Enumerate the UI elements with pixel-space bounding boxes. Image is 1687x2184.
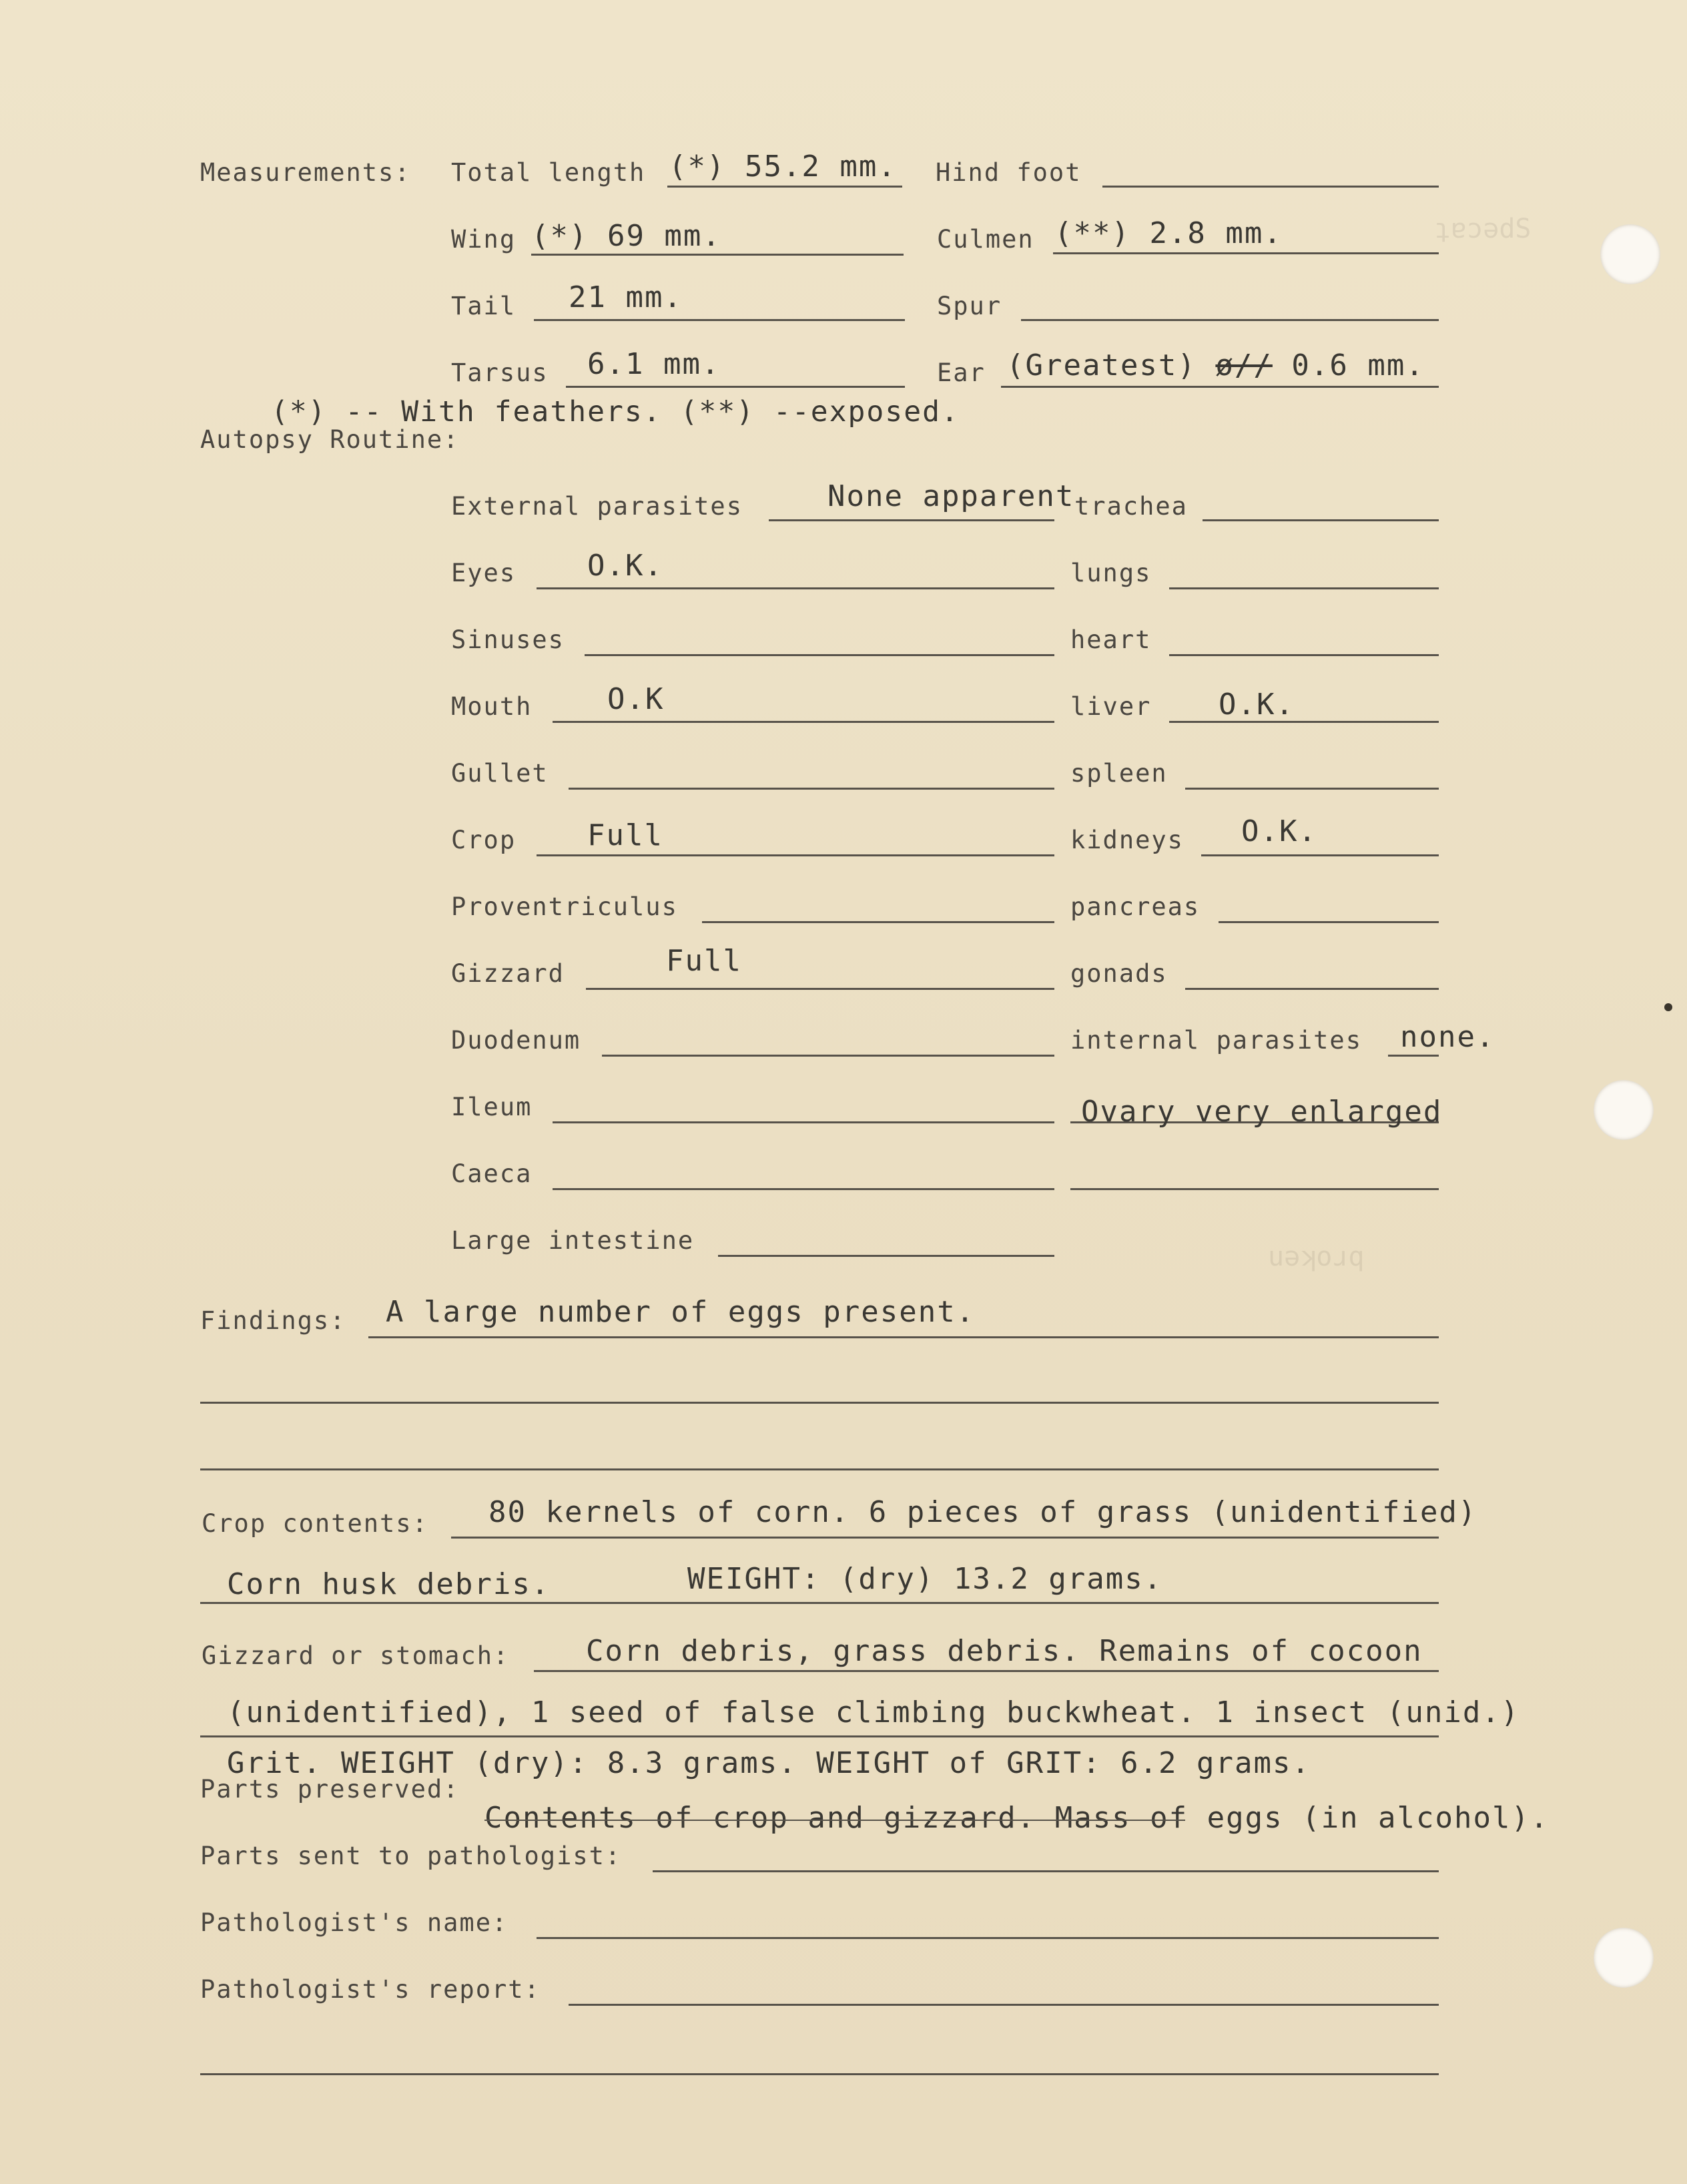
crop-label: Crop — [451, 826, 517, 854]
spleen-line — [1185, 788, 1439, 790]
gizzard-stomach-line-1-text[interactable]: Corn debris, grass debris. Remains of cocoon — [586, 1634, 1423, 1668]
culmen-label: Culmen — [937, 225, 1034, 254]
ear-value-suffix: 0.6 mm. — [1272, 348, 1425, 382]
crop-contents-line-1 — [451, 1537, 1439, 1539]
binder-hole-bottom — [1594, 1928, 1654, 1988]
internal-parasites-label: internal parasites — [1070, 1026, 1362, 1055]
liver-label: liver — [1070, 692, 1152, 721]
total-length-label: Total length — [451, 158, 646, 187]
crop-weight-text[interactable]: WEIGHT: (dry) 13.2 grams. — [687, 1562, 1163, 1596]
crop-contents-line-1-text[interactable]: 80 kernels of corn. 6 pieces of grass (unidentified) — [488, 1495, 1477, 1529]
pancreas-label: pancreas — [1070, 892, 1201, 921]
tarsus-line — [566, 386, 905, 388]
measurements-footnote: (*) -- With feathers. (**) --exposed. — [271, 395, 960, 429]
gonads-label: gonads — [1070, 959, 1168, 988]
spur-line — [1021, 319, 1439, 321]
gullet-line — [569, 788, 1054, 790]
mouth-line — [553, 721, 1054, 723]
gullet-label: Gullet — [451, 759, 549, 788]
external-parasites-label: External parasites — [451, 492, 743, 521]
bleed-through: uǝʞoɹq — [1268, 1242, 1365, 1272]
findings-value[interactable]: A large number of eggs present. — [386, 1295, 976, 1329]
autopsy-routine-label: Autopsy Routine: — [200, 425, 460, 454]
heart-line — [1169, 654, 1439, 656]
trachea-line — [1203, 519, 1439, 521]
caeca-line — [553, 1188, 1054, 1190]
gizzard-line — [586, 988, 1054, 990]
ileum-line — [553, 1121, 1054, 1123]
sinuses-line — [585, 654, 1054, 656]
tail-value[interactable]: 21 mm. — [569, 280, 683, 314]
culmen-line — [1053, 252, 1439, 254]
gizzard-stomach-line-2 — [200, 1735, 1439, 1737]
total-length-line — [667, 186, 902, 188]
ear-struck-text: ø// — [1215, 348, 1273, 382]
pathologist-report-line-1 — [569, 2004, 1439, 2006]
liver-value[interactable]: O.K. — [1219, 688, 1295, 722]
eyes-line — [537, 587, 1054, 589]
ear-value[interactable] — [1006, 348, 1425, 382]
tarsus-label: Tarsus — [451, 358, 549, 387]
kidneys-label: kidneys — [1070, 826, 1184, 854]
binder-hole-top — [1600, 224, 1660, 284]
ileum-label: Ileum — [451, 1093, 533, 1121]
lungs-label: lungs — [1070, 559, 1152, 587]
caeca-right-line — [1070, 1188, 1439, 1190]
wing-label: Wing — [451, 225, 517, 254]
sinuses-label: Sinuses — [451, 625, 565, 654]
ink-dot — [1664, 1003, 1672, 1011]
pathologist-name-label: Pathologist's name: — [200, 1908, 509, 1937]
spur-label: Spur — [937, 292, 1002, 320]
hind-foot-label: Hind foot — [936, 158, 1082, 187]
total-length-value[interactable]: (*) 55.2 mm. — [669, 150, 897, 184]
spleen-label: spleen — [1070, 759, 1168, 788]
gonads-line — [1185, 988, 1439, 990]
crop-contents-label: Crop contents: — [202, 1509, 428, 1538]
eyes-label: Eyes — [451, 559, 517, 587]
gizzard-label: Gizzard — [451, 959, 565, 988]
tail-label: Tail — [451, 292, 517, 320]
gizzard-stomach-line-1 — [534, 1670, 1439, 1672]
gizzard-stomach-line-2-text[interactable]: (unidentified), 1 seed of false climbing buckwheat. 1 insect (unid.) — [227, 1695, 1520, 1729]
crop-contents-line-2-text[interactable]: Corn husk debris. — [227, 1567, 551, 1601]
wing-value[interactable]: (*) 69 mm. — [531, 219, 721, 253]
parts-sent-label: Parts sent to pathologist: — [200, 1842, 622, 1870]
pathologist-name-line — [537, 1937, 1439, 1939]
internal-parasites-value[interactable]: none. — [1400, 1020, 1495, 1054]
pathologist-report-line-2 — [200, 2073, 1439, 2075]
caeca-label: Caeca — [451, 1159, 533, 1188]
liver-line — [1169, 721, 1439, 723]
findings-label: Findings: — [200, 1306, 346, 1335]
trachea-label: trachea — [1074, 492, 1188, 521]
parts-preserved-value[interactable]: Contents of crop and gizzard. Mass of eggs (in alcohol). — [484, 1801, 1550, 1835]
lungs-line — [1169, 587, 1439, 589]
parts-sent-line — [653, 1870, 1439, 1872]
external-parasites-line — [769, 519, 1054, 521]
internal-parasites-line — [1388, 1055, 1439, 1057]
pancreas-line — [1219, 921, 1439, 923]
mouth-label: Mouth — [451, 692, 533, 721]
eyes-value[interactable]: O.K. — [587, 549, 663, 583]
measurements-label: Measurements: — [200, 158, 411, 187]
gizzard-stomach-label: Gizzard or stomach: — [202, 1641, 510, 1670]
ear-line — [1001, 386, 1439, 388]
findings-line-2 — [200, 1402, 1439, 1404]
tarsus-value[interactable]: 6.1 mm. — [587, 347, 721, 381]
hind-foot-line — [1102, 186, 1439, 188]
crop-line — [537, 854, 1054, 856]
crop-value[interactable]: Full — [587, 818, 663, 852]
culmen-value[interactable]: (**) 2.8 mm. — [1054, 216, 1283, 250]
external-parasites-value[interactable]: None apparent — [827, 479, 1075, 513]
findings-line-1 — [368, 1336, 1439, 1338]
heart-label: heart — [1070, 625, 1152, 654]
pathologist-report-label: Pathologist's report: — [200, 1975, 541, 2004]
large-intestine-line — [718, 1255, 1054, 1257]
parts-preserved-strike — [484, 1820, 1185, 1821]
crop-contents-line-2 — [200, 1602, 1439, 1604]
proventriculus-line — [702, 921, 1054, 923]
bleed-through: ʇɐɔǝdS — [1435, 214, 1532, 244]
duodenum-label: Duodenum — [451, 1026, 581, 1055]
wing-line — [531, 254, 904, 256]
parts-preserved-label: Parts preserved: — [200, 1775, 460, 1804]
findings-line-3 — [200, 1468, 1439, 1470]
large-intestine-label: Large intestine — [451, 1226, 695, 1255]
mouth-value[interactable]: O.K — [607, 682, 665, 716]
proventriculus-label: Proventriculus — [451, 892, 678, 921]
binder-hole-middle — [1594, 1080, 1654, 1140]
tail-line — [534, 319, 905, 321]
ear-value-prefix: (Greatest) — [1006, 348, 1216, 382]
gizzard-stomach-line-3-text[interactable]: Grit. WEIGHT (dry): 8.3 grams. WEIGHT of GRIT: 6.2 grams. — [227, 1746, 1311, 1780]
ear-label: Ear — [937, 358, 986, 387]
duodenum-line — [602, 1055, 1054, 1057]
kidneys-line — [1201, 854, 1439, 856]
kidneys-value[interactable]: O.K. — [1241, 814, 1317, 848]
gizzard-value[interactable]: Full — [666, 944, 742, 978]
ovary-note[interactable]: Ovary very enlarged — [1081, 1095, 1443, 1129]
